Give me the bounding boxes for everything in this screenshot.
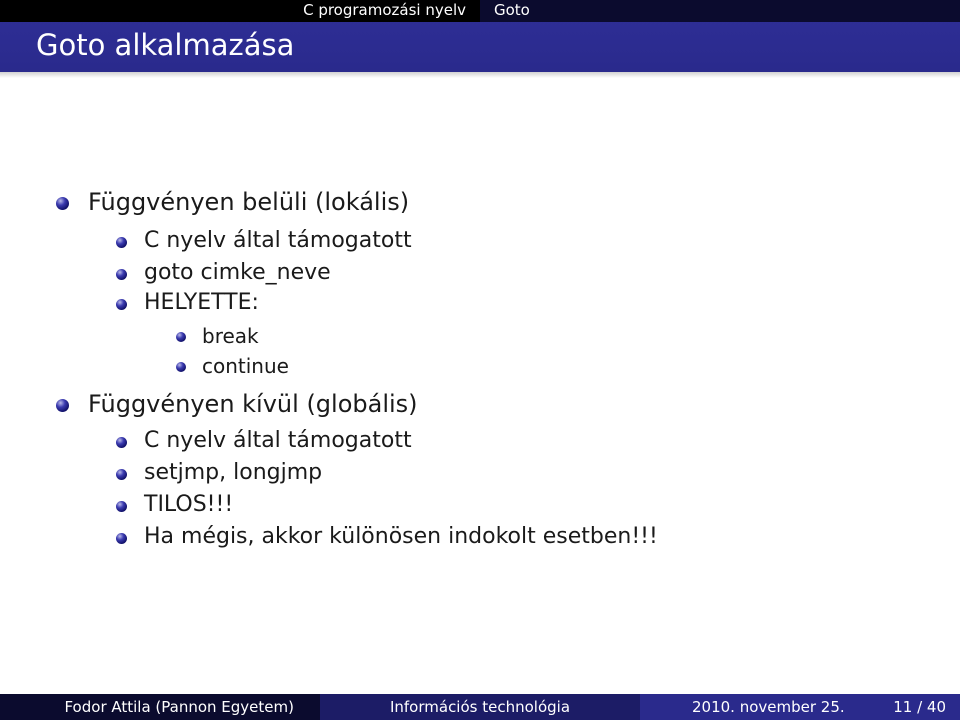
bullet-item	[176, 354, 289, 378]
bullet-text: C nyelv által támogatott	[144, 428, 412, 453]
nav-section-link[interactable]: C programozási nyelv	[303, 1, 466, 19]
bullet-text: HELYETTE:	[144, 290, 259, 315]
footer-course: Információs technológia	[320, 694, 640, 720]
bullet-text: Ha mégis, akkor különösen indokolt esetben!!!	[144, 524, 658, 549]
bullet-item	[116, 460, 322, 485]
bullet-text: break	[202, 324, 259, 348]
ball-bullet-icon	[116, 501, 127, 512]
ball-bullet-icon	[176, 362, 186, 372]
bullet-item	[116, 228, 412, 253]
bullet-item	[116, 290, 259, 315]
footer-right	[640, 694, 960, 720]
ball-bullet-icon	[116, 469, 127, 480]
ball-bullet-icon	[116, 533, 127, 544]
bullet-item	[116, 492, 233, 517]
ball-bullet-icon	[56, 197, 69, 210]
bullet-item	[56, 188, 409, 216]
ball-bullet-icon	[56, 399, 69, 412]
bullet-item	[56, 390, 418, 418]
slide-title: Goto alkalmazása	[36, 28, 295, 62]
footer-page-number: 11 / 40	[893, 698, 946, 716]
bullet-item	[116, 260, 331, 285]
ball-bullet-icon	[116, 237, 127, 248]
ball-bullet-icon	[116, 437, 127, 448]
bullet-text: TILOS!!!	[144, 492, 234, 517]
bullet-text: C nyelv által támogatott	[144, 228, 412, 253]
nav-subsection-link[interactable]: Goto	[494, 1, 530, 19]
footer-date: 2010. november 25.	[692, 698, 845, 716]
bullet-text: setjmp, longjmp	[144, 460, 323, 485]
ball-bullet-icon	[116, 299, 127, 310]
bullet-item	[116, 428, 412, 453]
ball-bullet-icon	[116, 269, 127, 280]
bullet-text: Függvényen belüli (lokális)	[88, 188, 410, 216]
ball-bullet-icon	[176, 332, 186, 342]
slide-footer	[0, 694, 960, 720]
bullet-text: Függvényen kívül (globális)	[88, 390, 418, 418]
bullet-item	[176, 324, 259, 348]
bullet-text: goto cimke_neve	[144, 260, 331, 285]
bullet-text: continue	[202, 354, 289, 378]
footer-author: Fodor Attila (Pannon Egyetem)	[0, 694, 320, 720]
bullet-item	[116, 524, 658, 549]
